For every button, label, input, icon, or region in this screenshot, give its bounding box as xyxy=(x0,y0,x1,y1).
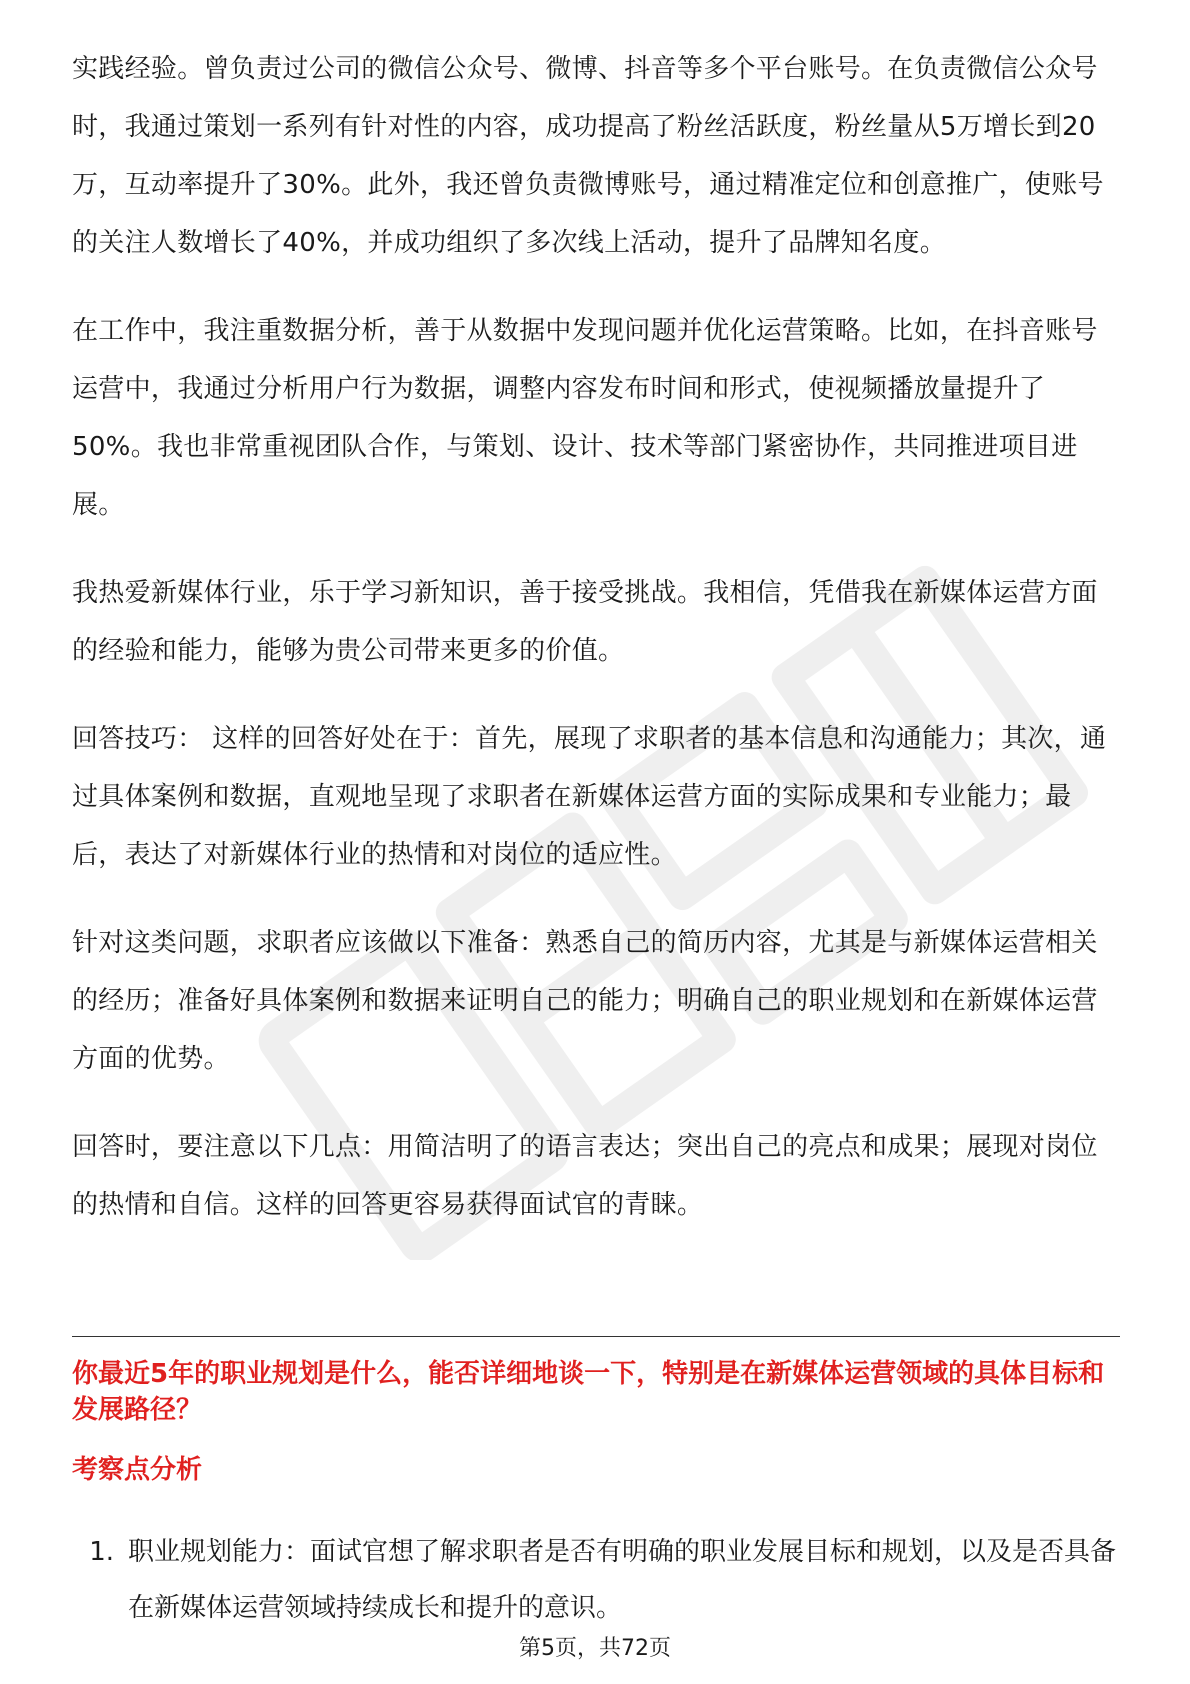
paragraph: 我热爱新媒体行业，乐于学习新知识，善于接受挑战。我相信，凭借我在新媒体运营方面的经验和能力，能够为贵公司带来更多的价值。 xyxy=(72,578,1098,666)
section-heading: 考察点分析 xyxy=(72,1455,203,1485)
analysis-list xyxy=(72,1524,1120,1636)
paragraph: 针对这类问题，求职者应该做以下准备：熟悉自己的简历内容，尤其是与新媒体运营相关的经历；准备好具体案例和数据来证明自己的能力；明确自己的职业规划和在新媒体运营方面的优势。 xyxy=(72,928,1098,1074)
paragraph: 实践经验。曾负责过公司的微信公众号、微博、抖音等多个平台账号。在负责微信公众号时，我通过策划一系列有针对性的内容，成功提高了粉丝活跃度，粉丝量从5万增长到20万，互动率提升了30%。此外，我还曾负责微博账号，通过精准定位和创意推广，使账号的关注人数增长了40%，并成功组织了多次线上活动，提升了品牌知名度。 xyxy=(72,54,1104,258)
interview-question: 你最近5年的职业规划是什么，能否详细地谈一下，特别是在新媒体运营领域的具体目标和发展路径？ xyxy=(72,1359,1105,1425)
list-item-text: 职业规划能力：面试官想了解求职者是否有明确的职业发展目标和规划，以及是否具备在新媒体运营领域持续成长和提升的意识。 xyxy=(128,1537,1117,1623)
list-item-number: 1. xyxy=(89,1537,114,1567)
section-divider xyxy=(72,1336,1120,1337)
paragraph: 回答时，要注意以下几点：用简洁明了的语言表达；突出自己的亮点和成果；展现对岗位的热情和自信。这样的回答更容易获得面试官的青睐。 xyxy=(72,1132,1098,1220)
page-footer: 第5页，共72页 xyxy=(519,1636,671,1661)
paragraph: 回答技巧： 这样的回答好处在于：首先，展现了求职者的基本信息和沟通能力；其次，通过具体案例和数据，直观地呈现了求职者在新媒体运营方面的实际成果和专业能力；最后，表达了对新媒体行业的热情和对岗位的适应性。 xyxy=(72,724,1107,870)
list-item xyxy=(72,1524,1120,1636)
document-body xyxy=(72,40,1120,1234)
paragraph: 在工作中，我注重数据分析，善于从数据中发现问题并优化运营策略。比如，在抖音账号运营中，我通过分析用户行为数据，调整内容发布时间和形式，使视频播放量提升了50%。我也非常重视团队合作，与策划、设计、技术等部门紧密协作，共同推进项目进展。 xyxy=(72,316,1098,520)
